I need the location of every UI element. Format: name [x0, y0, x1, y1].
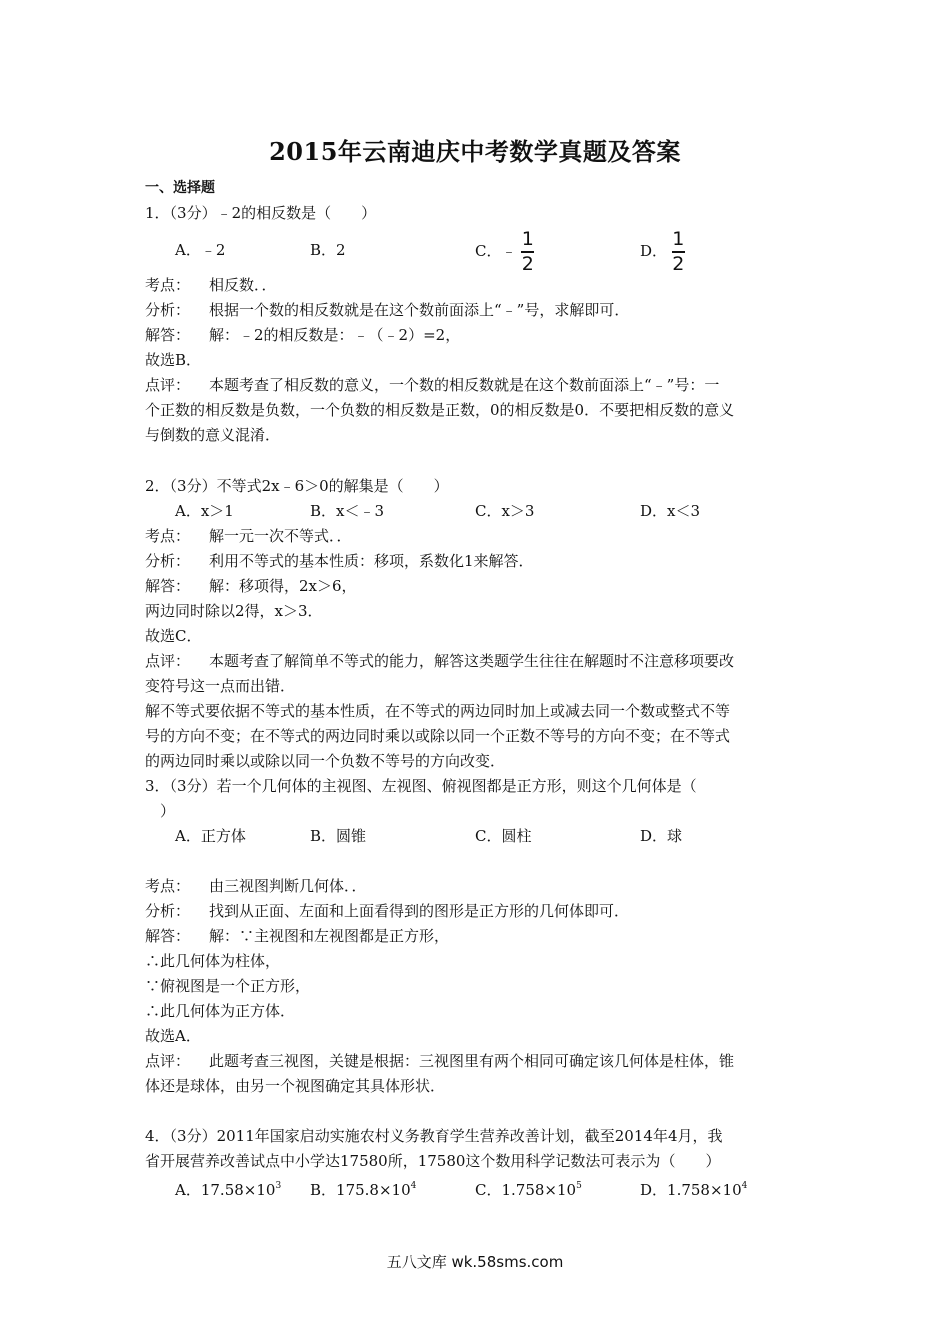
q1-dianping-text: 本题考查了相反数的意义，一个数的相反数就是在这个数前面添上“﹣”号：一 [209, 376, 720, 394]
q3-jieda-line3: ∵俯视图是一个正方形， [145, 977, 311, 995]
q1-kaodian [145, 275, 277, 295]
q3-answer: 故选A． [145, 1027, 201, 1045]
q4-option-b-exponent: 4 [410, 1181, 417, 1191]
q2-extra-line3: 的两边同时乘以或除以同一个负数不等号的方向改变． [145, 752, 506, 770]
q1-option-c-prefix: C．﹣ [475, 241, 517, 260]
q3-jieda-line4: ∴此几何体为正方体． [145, 1002, 296, 1020]
q1-stem: 1．（3分）﹣2的相反数是（ ） [145, 204, 377, 222]
fraction-numerator: 1 [521, 228, 534, 250]
q2-extra-line1: 解不等式要依据不等式的基本性质，在不等式的两边同时加上或减去同一个数或整式不等 [145, 702, 731, 720]
q3-stem: 3．（3分）若一个几何体的主视图、左视图、俯视图都是正方形，则这个几何体是（ [145, 777, 697, 795]
label-fenxi: 分析： [145, 301, 191, 319]
q4-option-c [475, 1176, 582, 1200]
fraction-denominator: 2 [521, 252, 534, 275]
q4-stem-line2: 省开展营养改善试点中小学达17580所，17580这个数用科学记数法可表示为（ ） [145, 1152, 721, 1170]
q3-option-c: C．圆柱 [475, 827, 532, 845]
q1-dianping-line2: 个正数的相反数是负数，一个负数的相反数是正数，0的相反数是0．不要把相反数的意义 [145, 401, 735, 419]
label-fenxi: 分析： [145, 902, 191, 920]
section-heading: 一、选择题 [145, 180, 215, 196]
q2-jieda-text: 解：移项得，2x＞6， [209, 577, 357, 595]
q1-option-d-prefix: D． [640, 241, 668, 260]
q1-option-b: B．2 [310, 241, 346, 259]
q3-dianping-line2: 体还是球体，由另一个视图确定其具体形状． [145, 1077, 446, 1095]
q2-kaodian-text: 解一元一次不等式．． [209, 527, 352, 545]
q4-option-c-base: C．1.758×10 [475, 1181, 577, 1199]
q2-option-b: B．x＜﹣3 [310, 502, 385, 520]
q1-option-d-fraction [672, 230, 685, 274]
label-kaodian: 考点： [145, 527, 191, 545]
q3-jieda-line2: ∴此几何体为柱体， [145, 952, 281, 970]
label-jieda: 解答： [145, 927, 191, 945]
label-kaodian: 考点： [145, 877, 191, 895]
q4-option-b-base: B．175.8×10 [310, 1181, 411, 1199]
q3-jieda-text: 解：∵主视图和左视图都是正方形， [209, 927, 450, 945]
label-jieda: 解答： [145, 577, 191, 595]
q1-option-d [640, 230, 685, 274]
q2-jieda-line2: 两边同时除以2得，x＞3． [145, 602, 323, 620]
label-dianping: 点评： [145, 376, 191, 394]
q2-kaodian [145, 526, 352, 546]
q2-dianping-text: 本题考查了解简单不等式的能力，解答这类题学生往往在解题时不注意移项要改 [209, 652, 735, 670]
q3-stem-line2: ） [160, 802, 176, 820]
q4-option-a [175, 1176, 281, 1200]
q1-option-c [475, 230, 534, 274]
q3-option-b: B．圆锥 [310, 827, 367, 845]
q1-dianping [145, 375, 719, 395]
label-jieda: 解答： [145, 326, 191, 344]
q1-option-c-fraction [521, 230, 534, 274]
q2-fenxi-text: 利用不等式的基本性质：移项，系数化1来解答． [209, 552, 534, 570]
q1-option-a: A．﹣2 [175, 241, 226, 259]
q3-fenxi [145, 901, 629, 921]
q3-jieda [145, 926, 449, 946]
q1-fenxi [145, 300, 629, 320]
q1-jieda [145, 325, 460, 345]
q4-option-b [310, 1176, 416, 1200]
q4-option-c-exponent: 5 [576, 1181, 582, 1191]
fraction-numerator: 1 [672, 228, 685, 250]
q3-option-a: A．正方体 [175, 827, 246, 845]
q4-option-d-exponent: 4 [741, 1181, 748, 1191]
q2-answer: 故选C． [145, 627, 202, 645]
q3-option-d: D．球 [640, 827, 683, 845]
q2-fenxi [145, 551, 534, 571]
label-dianping: 点评： [145, 652, 191, 670]
q1-kaodian-text: 相反数．． [209, 276, 277, 294]
q2-dianping-line2: 变符号这一点而出错． [145, 677, 296, 695]
q1-answer: 故选B． [145, 351, 202, 369]
q1-fenxi-text: 根据一个数的相反数就是在这个数前面添上“﹣”号，求解即可． [209, 301, 630, 319]
q4-option-d-base: D．1.758×10 [640, 1181, 742, 1199]
label-kaodian: 考点： [145, 276, 191, 294]
q4-option-a-exponent: 3 [275, 1181, 282, 1191]
q2-jieda [145, 576, 357, 596]
q4-option-d [640, 1176, 747, 1200]
q2-stem: 2．（3分）不等式2x﹣6＞0的解集是（ ） [145, 477, 449, 495]
page-title: 2015年云南迪庆中考数学真题及答案 [269, 137, 681, 166]
q3-kaodian-text: 由三视图判断几何体．． [209, 877, 367, 895]
q3-dianping [145, 1051, 734, 1071]
page-footer: 五八文库 wk.58sms.com [386, 1253, 564, 1271]
q3-fenxi-text: 找到从正面、左面和上面看得到的图形是正方形的几何体即可． [209, 902, 630, 920]
q1-dianping-line3: 与倒数的意义混淆． [145, 426, 281, 444]
q1-jieda-text: 解：﹣2的相反数是：﹣（﹣2）=2， [209, 326, 461, 344]
q4-stem: 4．（3分）2011年国家启动实施农村义务教育学生营养改善计划，截至2014年4月，我 [145, 1127, 723, 1145]
q2-option-a: A．x＞1 [175, 502, 234, 520]
q4-option-a-base: A．17.58×10 [175, 1181, 276, 1199]
q3-dianping-text: 此题考查三视图，关键是根据：三视图里有两个相同可确定该几何体是柱体，锥 [209, 1052, 735, 1070]
q2-dianping [145, 651, 734, 671]
label-fenxi: 分析： [145, 552, 191, 570]
fraction-denominator: 2 [672, 252, 685, 275]
label-dianping: 点评： [145, 1052, 191, 1070]
q2-extra-line2: 号的方向不变；在不等式的两边同时乘以或除以同一个正数不等号的方向不变；在不等式 [145, 727, 731, 745]
q2-option-d: D．x＜3 [640, 502, 701, 520]
q3-kaodian [145, 876, 367, 896]
q2-option-c: C．x＞3 [475, 502, 535, 520]
